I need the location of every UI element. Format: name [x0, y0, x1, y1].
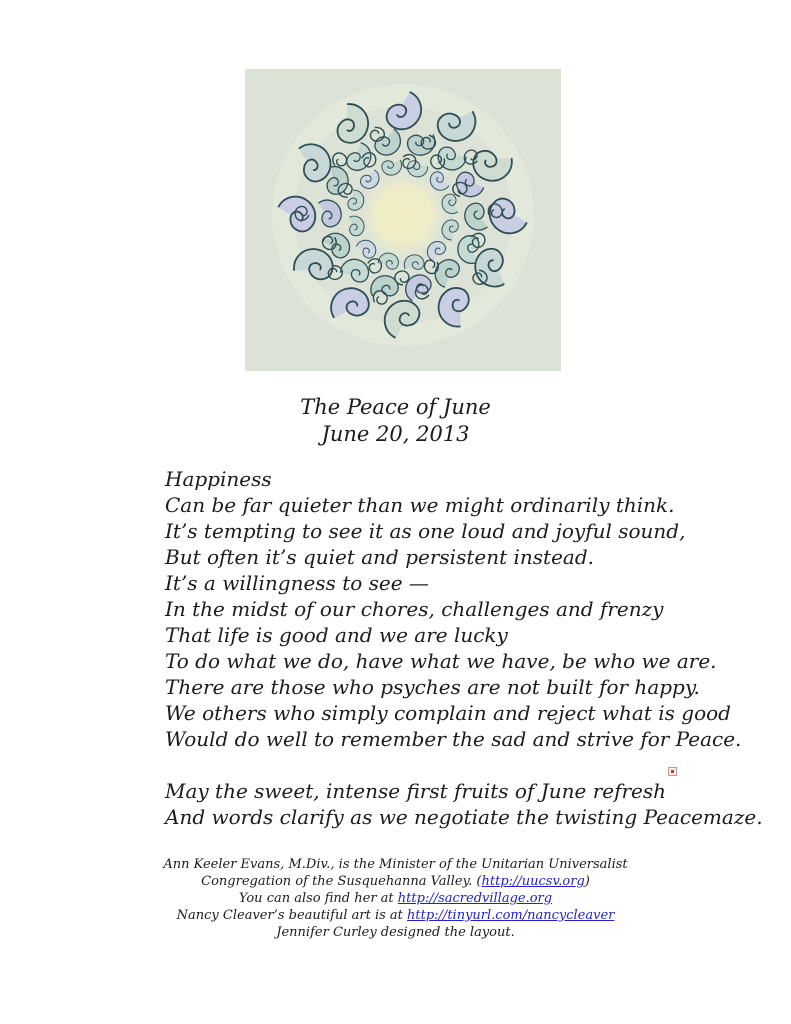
credits-block	[0, 856, 791, 941]
poem-title: The Peace of June	[300, 395, 491, 419]
credit-line-congregation	[0, 873, 791, 890]
credit-line-nancycleaver	[0, 907, 791, 924]
poem-line: Happiness	[165, 467, 272, 491]
credit-text: Congregation of the Susquehanna Valley. (	[201, 874, 482, 889]
poem-date: June 20, 2013	[321, 422, 470, 446]
poem-line: It’s a willingness to see —	[165, 571, 429, 595]
sacredvillage-link[interactable]: http://sacredvillage.org	[397, 891, 553, 906]
stanza-gap	[165, 752, 725, 778]
credit-text: You can also find her at	[238, 891, 398, 906]
poem-line: Would do well to remember the sad and strive for Peace.	[165, 727, 742, 751]
credit-line-layout: Jennifer Curley designed the layout.	[276, 925, 515, 940]
poem-line: Can be far quieter than we might ordinarily think.	[165, 493, 675, 517]
uucsv-link[interactable]: http://uucsv.org	[481, 874, 585, 889]
poem-line: But often it’s quiet and persistent instead.	[165, 545, 594, 569]
poem-line: In the midst of our chores, challenges and frenzy	[165, 597, 664, 621]
poem-line: To do what we do, have what we have, be who we are.	[165, 649, 717, 673]
wreath-artwork-svg	[245, 69, 561, 371]
title-block	[0, 394, 791, 448]
poem-body	[165, 466, 763, 830]
broken-image-marker	[668, 767, 677, 776]
credit-line-minister: Ann Keeler Evans, M.Div., is the Minister of the Unitarian Universalist	[163, 857, 628, 872]
poem-line: May the sweet, intense first fruits of June refresh	[165, 779, 667, 803]
credit-text: )	[584, 874, 590, 889]
poem-line: And words clarify as we negotiate the twisting Peacemaze.	[165, 805, 763, 829]
poem-line: It’s tempting to see it as one loud and joyful sound,	[165, 519, 686, 543]
credit-line-sacredvillage	[0, 890, 791, 907]
credit-text: Nancy Cleaver’s beautiful art is at	[176, 908, 408, 923]
poem-line: We others who simply complain and reject what is good	[165, 701, 731, 725]
poem-line: That life is good and we are lucky	[165, 623, 508, 647]
poem-line: There are those who psyches are not built for happy.	[165, 675, 700, 699]
wreath-artwork	[245, 69, 561, 371]
nancycleaver-link[interactable]: http://tinyurl.com/nancycleaver	[407, 908, 615, 923]
